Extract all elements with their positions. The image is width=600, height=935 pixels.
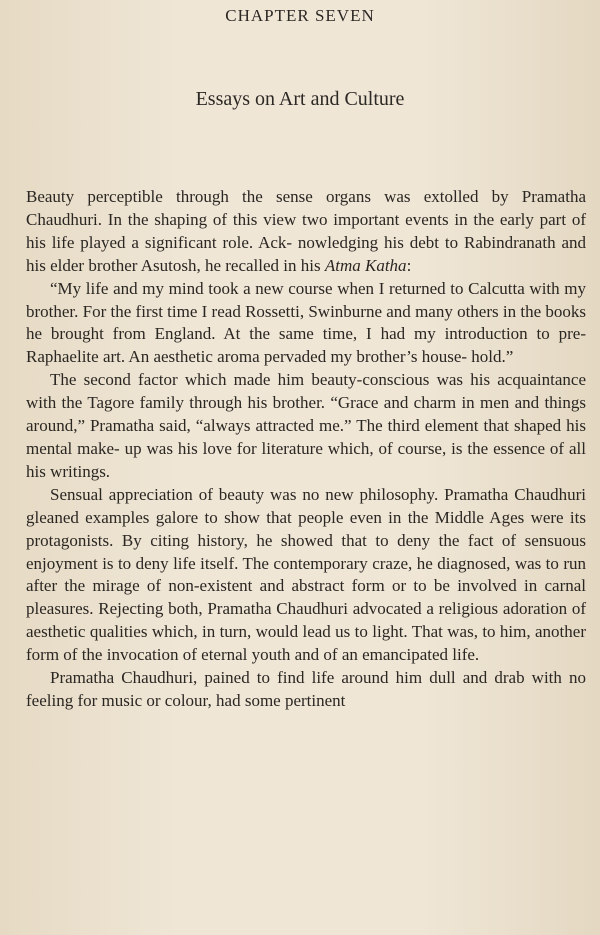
paragraph-1-end: : — [406, 255, 412, 275]
paragraph-2-quote: “My life and my mind took a new course when I returned to Calcutta with my brother. For the first time I read Rossetti, Swinburne and many others in the books he brought from England. At the same time, I had my introduction to pre-Raphaelite art. An aesthetic aroma pervaded my brother’s house- hold.” — [26, 278, 586, 367]
book-title-atma-katha: Atma Katha — [324, 255, 407, 275]
paragraph-3: The second factor which made him beauty-conscious was his acquaintance with the Tagore family through his brother. “Grace and charm in men and things around,” Pramatha said, “always attracted me.” The third element that shaped his mental make- up was his love for literature which, of course, is the essence of all his writings. — [26, 370, 586, 481]
paragraph-1-text: Beauty perceptible through the sense organs was extolled by Pramatha Chaudhuri. In the shaping of this view two important events in the early part of his life played a significant role. Ack- nowledging his debt to Rabindranath and his elder brother Asutosh, he recalled in his — [26, 187, 586, 275]
body-text — [26, 186, 586, 713]
chapter-label: CHAPTER SEVEN — [225, 6, 375, 25]
paragraph-5: Pramatha Chaudhuri, pained to find life around him dull and drab with no feeling for music or colour, had some pertinent — [26, 668, 586, 710]
paragraph-4: Sensual appreciation of beauty was no new philosophy. Pramatha Chaudhuri gleaned examples galore to show that people even in the Middle Ages were its protagonists. By citing history, he showed that to deny the fact of sensuous enjoyment is to deny life itself. The contemporary craze, he diagnosed, was to run after the mirage of non-existent and abstract form or to be involved in carnal pleasures. Rejecting both, Pramatha Chaudhuri advocated a religious adoration of aesthetic qualities which, in turn, would lead us to light. That was, to him, another form of the invocation of eternal youth and of an emancipated life. — [26, 484, 586, 665]
paragraph-1 — [26, 186, 586, 278]
chapter-title: Essays on Art and Culture — [195, 88, 405, 110]
